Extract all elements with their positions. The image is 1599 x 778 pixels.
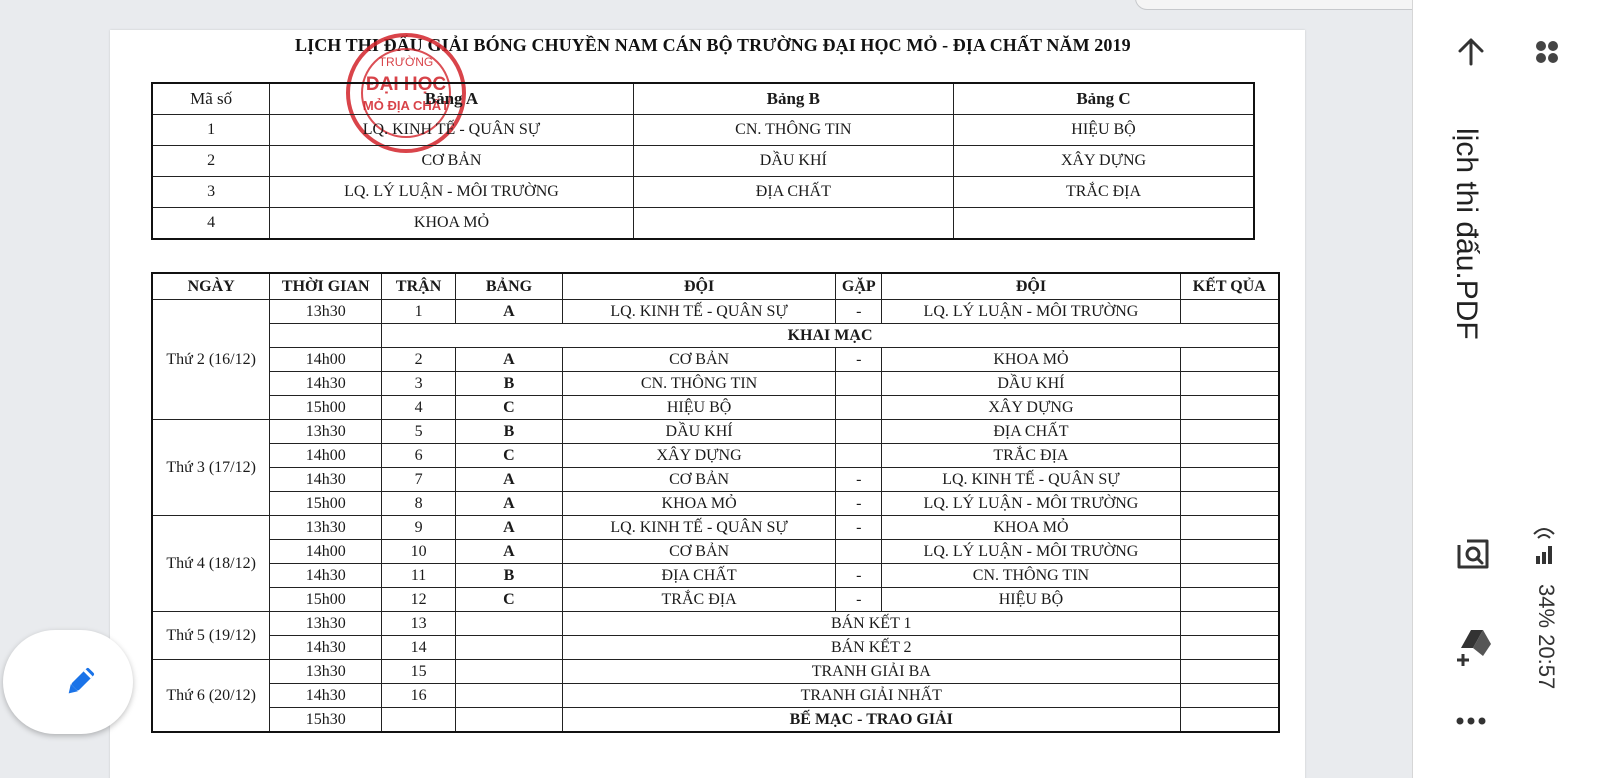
- time-cell: 14h30: [270, 372, 382, 396]
- file-title: [1447, 128, 1487, 398]
- result-cell: [1180, 516, 1279, 540]
- team1-cell: LQ. KINH TẾ - QUÂN SỰ: [562, 300, 835, 324]
- group-cell: A: [456, 300, 563, 324]
- table-row: [152, 612, 1279, 636]
- team1-cell: ĐỊA CHẤT: [562, 564, 835, 588]
- time-cell: 13h30: [270, 612, 382, 636]
- stamp-line-2: ĐẠI HỌC: [365, 74, 447, 95]
- group-cell: A: [456, 468, 563, 492]
- vs-cell: [836, 396, 882, 420]
- team1-cell: HIỆU BỘ: [562, 396, 835, 420]
- stamp-line-3: MỎ ĐỊA CHẤT: [362, 98, 450, 113]
- header-group: BẢNG: [456, 273, 563, 300]
- groups-cell: KHOA MỎ: [270, 208, 633, 240]
- table-row: [152, 300, 1279, 324]
- match-no-cell: 11: [382, 564, 456, 588]
- groups-header-b: Bảng B: [633, 83, 953, 115]
- header-day: NGÀY: [152, 273, 270, 300]
- lens-search-icon[interactable]: [1453, 535, 1493, 573]
- groups-cell: [633, 208, 953, 240]
- match-no-cell: 15: [382, 660, 456, 684]
- time-cell: 14h00: [270, 348, 382, 372]
- add-to-drive-icon[interactable]: [1453, 622, 1493, 666]
- group-cell: C: [456, 396, 563, 420]
- time-cell: 14h30: [270, 468, 382, 492]
- header-time: THỜI GIAN: [270, 273, 382, 300]
- vs-cell: [836, 420, 882, 444]
- team1-cell: CN. THÔNG TIN: [562, 372, 835, 396]
- apps-icon[interactable]: [1533, 38, 1561, 66]
- table-row: [152, 660, 1279, 684]
- team2-cell: KHOA MỎ: [882, 516, 1180, 540]
- groups-cell: 2: [152, 146, 270, 177]
- status-text: 34% 20:57: [1534, 584, 1559, 690]
- result-cell: [1180, 348, 1279, 372]
- day-cell: Thứ 3 (17/12): [152, 420, 270, 516]
- groups-cell: LQ. KINH TẾ - QUÂN SỰ: [270, 115, 633, 146]
- table-row: [152, 636, 1279, 660]
- table-row: [152, 348, 1279, 372]
- group-cell: [456, 612, 563, 636]
- result-cell: [1180, 396, 1279, 420]
- team2-cell: LQ. LÝ LUẬN - MÔI TRƯỜNG: [882, 492, 1180, 516]
- groups-cell: HIỆU BỘ: [954, 115, 1254, 146]
- result-cell: [1180, 372, 1279, 396]
- result-cell: [1180, 612, 1279, 636]
- groups-cell: 3: [152, 177, 270, 208]
- pdf-page: [110, 30, 1305, 778]
- result-cell: [1180, 492, 1279, 516]
- groups-cell: CN. THÔNG TIN: [633, 115, 953, 146]
- time-cell: 15h00: [270, 396, 382, 420]
- day-cell: Thứ 6 (20/12): [152, 660, 270, 733]
- team1-cell: TRẮC ĐỊA: [562, 588, 835, 612]
- match-no-cell: 2: [382, 348, 456, 372]
- groups-cell: TRẮC ĐỊA: [954, 177, 1254, 208]
- result-cell: [1180, 540, 1279, 564]
- team1-cell: CƠ BẢN: [562, 540, 835, 564]
- time-cell: 13h30: [270, 516, 382, 540]
- team1-cell: CƠ BẢN: [562, 348, 835, 372]
- vs-cell: [836, 372, 882, 396]
- match-no-cell: 16: [382, 684, 456, 708]
- team1-cell: DẦU KHÍ: [562, 420, 835, 444]
- vs-cell: [836, 444, 882, 468]
- match-no-cell: 14: [382, 636, 456, 660]
- result-cell: [1180, 660, 1279, 684]
- groups-header-a: Bảng A: [270, 83, 633, 115]
- group-cell: A: [456, 492, 563, 516]
- team2-cell: CN. THÔNG TIN: [882, 564, 1180, 588]
- table-row: [152, 564, 1279, 588]
- time-cell: 14h00: [270, 444, 382, 468]
- team1-cell: XÂY DỰNG: [562, 444, 835, 468]
- match-no-cell: 1: [382, 300, 456, 324]
- edit-fab-button[interactable]: [3, 630, 133, 734]
- groups-row: [152, 177, 1254, 208]
- group-cell: B: [456, 372, 563, 396]
- day-cell: Thứ 2 (16/12): [152, 300, 270, 420]
- table-row: [152, 588, 1279, 612]
- match-no-cell: 3: [382, 372, 456, 396]
- result-cell: [1180, 588, 1279, 612]
- result-cell: [1180, 684, 1279, 708]
- groups-row: [152, 146, 1254, 177]
- vs-cell: -: [836, 564, 882, 588]
- group-cell: B: [456, 564, 563, 588]
- team2-cell: ĐỊA CHẤT: [882, 420, 1180, 444]
- team2-cell: XÂY DỰNG: [882, 396, 1180, 420]
- time-cell: 14h30: [270, 564, 382, 588]
- match-no-cell: 7: [382, 468, 456, 492]
- time-cell: [270, 324, 382, 348]
- table-row: [152, 372, 1279, 396]
- document-title: LỊCH THI ĐẤU GIẢI BÓNG CHUYỀN NAM CÁN BỘ TRƯỜNG ĐẠI HỌC MỎ - ĐỊA CHẤT NĂM 2019: [295, 35, 1131, 55]
- event-cell: TRANH GIẢI BA: [562, 660, 1180, 684]
- groups-cell: XÂY DỰNG: [954, 146, 1254, 177]
- result-cell: [1180, 636, 1279, 660]
- groups-header-code: Mã số: [152, 83, 270, 115]
- groups-cell: 1: [152, 115, 270, 146]
- team2-cell: KHOA MỎ: [882, 348, 1180, 372]
- match-no-cell: 12: [382, 588, 456, 612]
- team2-cell: HIỆU BỘ: [882, 588, 1180, 612]
- result-cell: [1180, 444, 1279, 468]
- day-cell: Thứ 5 (19/12): [152, 612, 270, 660]
- group-cell: [456, 684, 563, 708]
- group-cell: C: [456, 588, 563, 612]
- table-row: [152, 516, 1279, 540]
- table-row: [152, 396, 1279, 420]
- groups-cell: ĐỊA CHẤT: [633, 177, 953, 208]
- groups-cell: DẦU KHÍ: [633, 146, 953, 177]
- vs-cell: -: [836, 492, 882, 516]
- groups-cell: LQ. LÝ LUẬN - MÔI TRƯỜNG: [270, 177, 633, 208]
- table-row: [152, 492, 1279, 516]
- group-cell: [456, 708, 563, 733]
- event-cell: BÁN KẾT 2: [562, 636, 1180, 660]
- wifi-signal-icon: [1530, 526, 1558, 580]
- header-vs: GẶP: [836, 273, 882, 300]
- match-no-cell: 8: [382, 492, 456, 516]
- result-cell: [1180, 708, 1279, 733]
- group-cell: B: [456, 420, 563, 444]
- vs-cell: -: [836, 348, 882, 372]
- groups-header-c: Bảng C: [954, 83, 1254, 115]
- groups-cell: [954, 208, 1254, 240]
- more-options-icon[interactable]: [1455, 715, 1487, 727]
- group-cell: C: [456, 444, 563, 468]
- team1-cell: KHOA MỎ: [562, 492, 835, 516]
- vs-cell: [836, 540, 882, 564]
- table-row: [152, 540, 1279, 564]
- team2-cell: DẦU KHÍ: [882, 372, 1180, 396]
- closing-ceremony-cell: BẾ MẠC - TRAO GIẢI: [562, 708, 1180, 733]
- team2-cell: LQ. LÝ LUẬN - MÔI TRƯỜNG: [882, 300, 1180, 324]
- event-cell: TRANH GIẢI NHẤT: [562, 684, 1180, 708]
- team2-cell: TRẮC ĐỊA: [882, 444, 1180, 468]
- table-row: [152, 468, 1279, 492]
- result-cell: [1180, 300, 1279, 324]
- header-team2: ĐỘI: [882, 273, 1180, 300]
- result-cell: [1180, 468, 1279, 492]
- match-no-cell: 13: [382, 612, 456, 636]
- vs-cell: -: [836, 468, 882, 492]
- vs-cell: -: [836, 588, 882, 612]
- time-cell: 14h30: [270, 636, 382, 660]
- groups-header-row: [152, 83, 1254, 115]
- time-cell: 14h30: [270, 684, 382, 708]
- groups-cell: CƠ BẢN: [270, 146, 633, 177]
- table-row: [152, 324, 1279, 348]
- groups-table: [151, 82, 1255, 240]
- match-no-cell: 9: [382, 516, 456, 540]
- day-cell: Thứ 4 (18/12): [152, 516, 270, 612]
- match-no-cell: 5: [382, 420, 456, 444]
- header-result: KẾT QỦA: [1180, 273, 1279, 300]
- team2-cell: LQ. LÝ LUẬN - MÔI TRƯỜNG: [882, 540, 1180, 564]
- team1-cell: LQ. KINH TẾ - QUÂN SỰ: [562, 516, 835, 540]
- match-no-cell: [382, 708, 456, 733]
- opening-ceremony-cell: KHAI MẠC: [382, 324, 1279, 348]
- status-bar: [1527, 584, 1567, 724]
- groups-cell: 4: [152, 208, 270, 240]
- group-cell: A: [456, 540, 563, 564]
- match-no-cell: 4: [382, 396, 456, 420]
- table-row: [152, 684, 1279, 708]
- event-cell: BÁN KẾT 1: [562, 612, 1180, 636]
- match-no-cell: 6: [382, 444, 456, 468]
- time-cell: 15h00: [270, 588, 382, 612]
- groups-row: [152, 208, 1254, 240]
- team2-cell: LQ. KINH TẾ - QUÂN SỰ: [882, 468, 1180, 492]
- group-cell: [456, 636, 563, 660]
- vs-cell: -: [836, 516, 882, 540]
- stamp-line-1: TRƯỜNG: [378, 55, 434, 69]
- time-cell: 13h30: [270, 660, 382, 684]
- result-cell: [1180, 564, 1279, 588]
- time-cell: 13h30: [270, 420, 382, 444]
- result-cell: [1180, 420, 1279, 444]
- edit-pencil-icon: [60, 662, 100, 702]
- back-arrow-icon[interactable]: [1455, 36, 1487, 68]
- table-row: [152, 444, 1279, 468]
- top-search-field[interactable]: [1135, 0, 1412, 10]
- team1-cell: CƠ BẢN: [562, 468, 835, 492]
- time-cell: 14h00: [270, 540, 382, 564]
- right-sidebar: [1412, 0, 1599, 778]
- header-match: TRẬN: [382, 273, 456, 300]
- time-cell: 15h00: [270, 492, 382, 516]
- group-cell: A: [456, 348, 563, 372]
- schedule-header-row: [152, 273, 1279, 300]
- group-cell: [456, 660, 563, 684]
- vs-cell: -: [836, 300, 882, 324]
- table-row: [152, 708, 1279, 733]
- match-no-cell: 10: [382, 540, 456, 564]
- file-title-text: lịch thi đấu.PDF: [1450, 128, 1483, 340]
- time-cell: 13h30: [270, 300, 382, 324]
- groups-row: [152, 115, 1254, 146]
- time-cell: 15h30: [270, 708, 382, 733]
- group-cell: A: [456, 516, 563, 540]
- schedule-table: [151, 272, 1280, 733]
- table-row: [152, 420, 1279, 444]
- header-team1: ĐỘI: [562, 273, 835, 300]
